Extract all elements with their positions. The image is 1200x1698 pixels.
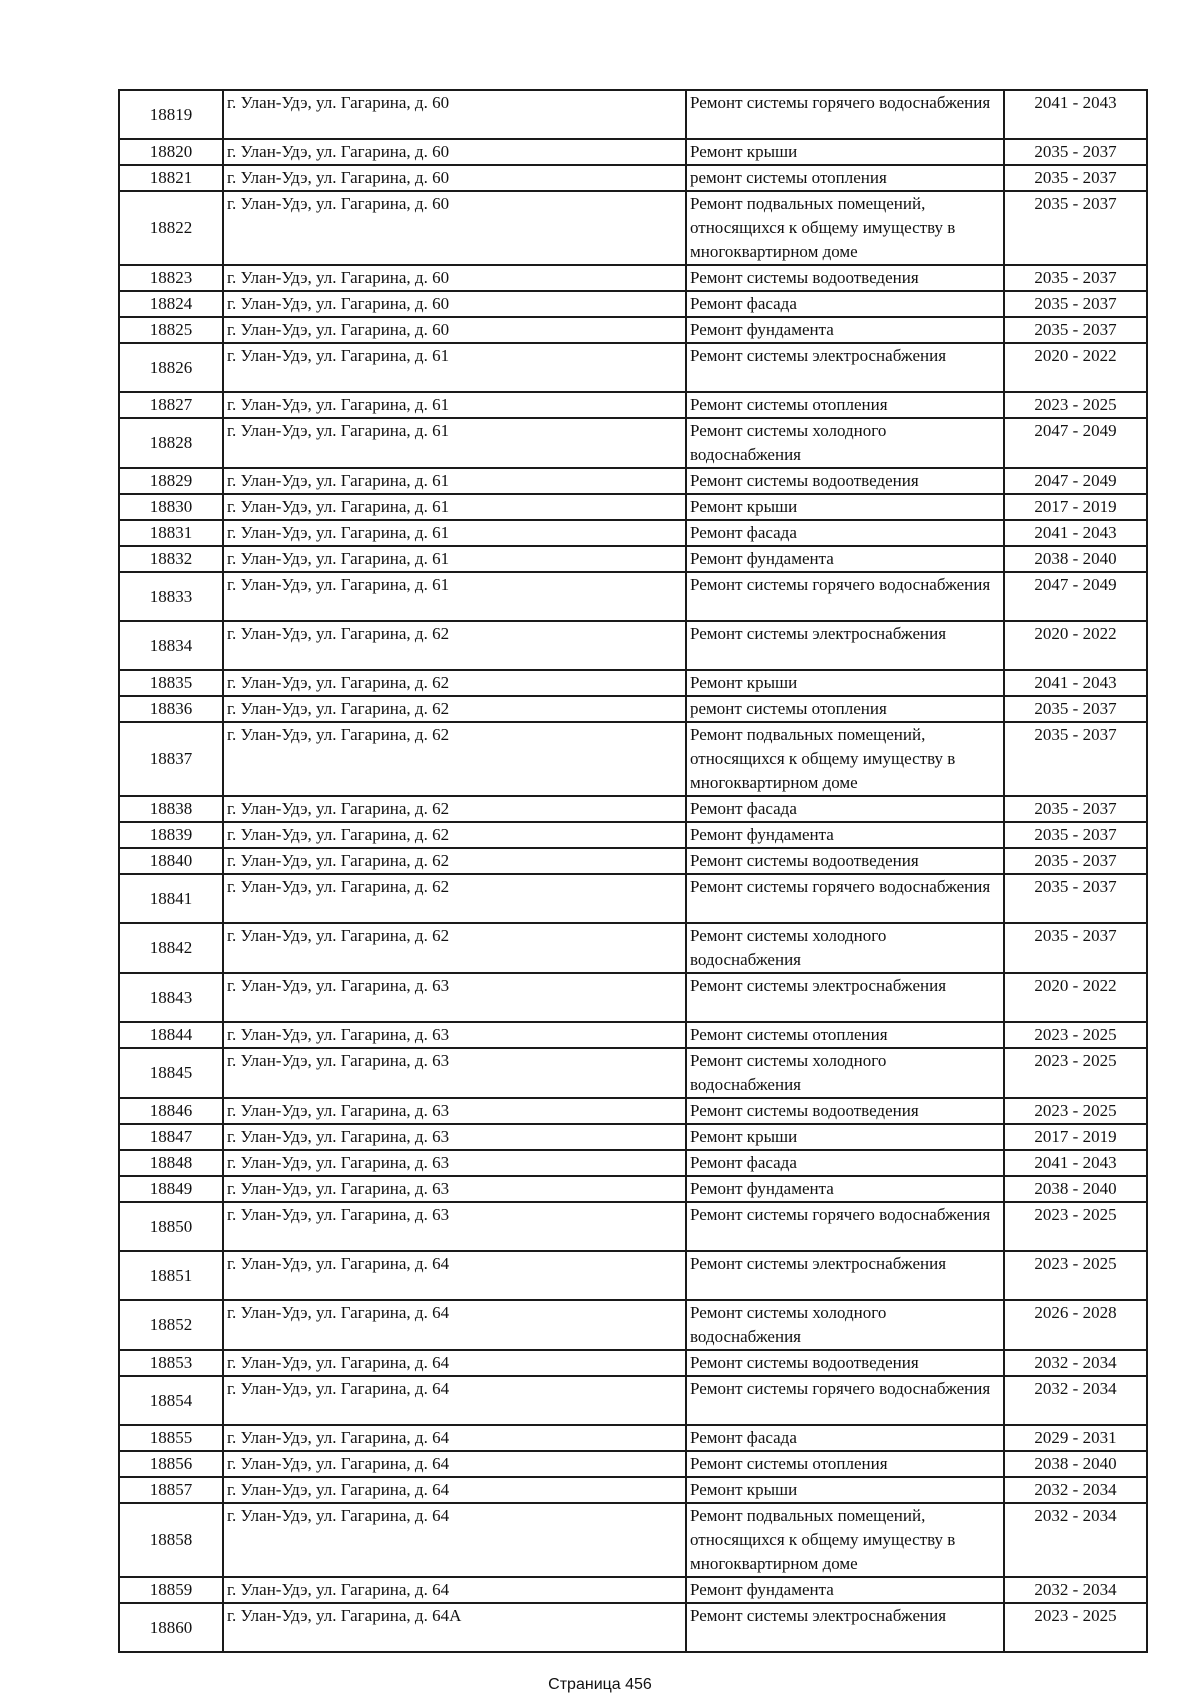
row-work-type: Ремонт системы электроснабжения	[686, 973, 1004, 1022]
row-address: г. Улан-Удэ, ул. Гагарина, д. 64	[223, 1300, 686, 1350]
row-work-type: Ремонт системы электроснабжения	[686, 1603, 1004, 1652]
row-period: 2035 - 2037	[1004, 696, 1147, 722]
row-period: 2032 - 2034	[1004, 1577, 1147, 1603]
row-period: 2038 - 2040	[1004, 1176, 1147, 1202]
table-row	[119, 1300, 1147, 1350]
row-number: 18850	[119, 1202, 223, 1251]
row-address: г. Улан-Удэ, ул. Гагарина, д. 60	[223, 191, 686, 265]
row-number: 18836	[119, 696, 223, 722]
row-address: г. Улан-Удэ, ул. Гагарина, д. 64	[223, 1451, 686, 1477]
row-work-type: Ремонт фасада	[686, 1425, 1004, 1451]
row-number: 18853	[119, 1350, 223, 1376]
table-row	[119, 796, 1147, 822]
row-number: 18833	[119, 572, 223, 621]
row-number: 18820	[119, 139, 223, 165]
table-row	[119, 418, 1147, 468]
row-work-type: Ремонт крыши	[686, 139, 1004, 165]
row-number: 18824	[119, 291, 223, 317]
row-work-type: Ремонт подвальных помещений, относящихся к общему имуществу в многоквартирном доме	[686, 1503, 1004, 1577]
table-row	[119, 1251, 1147, 1300]
row-work-type: Ремонт системы отопления	[686, 1022, 1004, 1048]
row-period: 2023 - 2025	[1004, 1202, 1147, 1251]
table-row	[119, 621, 1147, 670]
row-address: г. Улан-Удэ, ул. Гагарина, д. 60	[223, 317, 686, 343]
table-row	[119, 1150, 1147, 1176]
row-number: 18845	[119, 1048, 223, 1098]
row-number: 18837	[119, 722, 223, 796]
row-number: 18851	[119, 1251, 223, 1300]
row-work-type: Ремонт фасада	[686, 1150, 1004, 1176]
row-work-type: Ремонт системы водоотведения	[686, 468, 1004, 494]
table-row	[119, 191, 1147, 265]
row-period: 2038 - 2040	[1004, 1451, 1147, 1477]
table-row	[119, 670, 1147, 696]
table-row	[119, 468, 1147, 494]
row-period: 2041 - 2043	[1004, 90, 1147, 139]
row-work-type: Ремонт крыши	[686, 1477, 1004, 1503]
row-period: 2041 - 2043	[1004, 520, 1147, 546]
row-address: г. Улан-Удэ, ул. Гагарина, д. 60	[223, 291, 686, 317]
row-address: г. Улан-Удэ, ул. Гагарина, д. 61	[223, 343, 686, 392]
row-work-type: Ремонт системы электроснабжения	[686, 621, 1004, 670]
row-number: 18847	[119, 1124, 223, 1150]
repair-schedule-table	[118, 89, 1148, 1653]
row-number: 18856	[119, 1451, 223, 1477]
row-work-type: Ремонт системы горячего водоснабжения	[686, 1202, 1004, 1251]
row-period: 2035 - 2037	[1004, 265, 1147, 291]
row-period: 2023 - 2025	[1004, 1251, 1147, 1300]
row-period: 2035 - 2037	[1004, 874, 1147, 923]
row-address: г. Улан-Удэ, ул. Гагарина, д. 64	[223, 1350, 686, 1376]
row-work-type: Ремонт системы горячего водоснабжения	[686, 572, 1004, 621]
row-period: 2032 - 2034	[1004, 1477, 1147, 1503]
row-number: 18829	[119, 468, 223, 494]
row-number: 18840	[119, 848, 223, 874]
row-work-type: Ремонт системы горячего водоснабжения	[686, 90, 1004, 139]
row-number: 18825	[119, 317, 223, 343]
row-address: г. Улан-Удэ, ул. Гагарина, д. 63	[223, 1124, 686, 1150]
row-address: г. Улан-Удэ, ул. Гагарина, д. 62	[223, 696, 686, 722]
row-address: г. Улан-Удэ, ул. Гагарина, д. 63	[223, 973, 686, 1022]
row-address: г. Улан-Удэ, ул. Гагарина, д. 61	[223, 520, 686, 546]
row-number: 18839	[119, 822, 223, 848]
row-number: 18844	[119, 1022, 223, 1048]
row-address: г. Улан-Удэ, ул. Гагарина, д. 64	[223, 1477, 686, 1503]
row-work-type: Ремонт системы электроснабжения	[686, 343, 1004, 392]
row-address: г. Улан-Удэ, ул. Гагарина, д. 62	[223, 670, 686, 696]
row-period: 2035 - 2037	[1004, 139, 1147, 165]
row-number: 18823	[119, 265, 223, 291]
row-period: 2023 - 2025	[1004, 1098, 1147, 1124]
table-row	[119, 520, 1147, 546]
row-address: г. Улан-Удэ, ул. Гагарина, д. 62	[223, 874, 686, 923]
row-work-type: Ремонт фасада	[686, 291, 1004, 317]
row-period: 2029 - 2031	[1004, 1425, 1147, 1451]
row-address: г. Улан-Удэ, ул. Гагарина, д. 64А	[223, 1603, 686, 1652]
row-work-type: ремонт системы отопления	[686, 165, 1004, 191]
table-row	[119, 265, 1147, 291]
row-work-type: Ремонт крыши	[686, 494, 1004, 520]
table-body	[119, 90, 1147, 1652]
table-row	[119, 848, 1147, 874]
row-period: 2026 - 2028	[1004, 1300, 1147, 1350]
row-work-type: ремонт системы отопления	[686, 696, 1004, 722]
table-row	[119, 874, 1147, 923]
row-number: 18852	[119, 1300, 223, 1350]
row-period: 2035 - 2037	[1004, 848, 1147, 874]
row-work-type: Ремонт системы горячего водоснабжения	[686, 874, 1004, 923]
row-work-type: Ремонт системы водоотведения	[686, 848, 1004, 874]
table-row	[119, 392, 1147, 418]
row-work-type: Ремонт подвальных помещений, относящихся к общему имуществу в многоквартирном доме	[686, 722, 1004, 796]
table-row	[119, 696, 1147, 722]
row-period: 2020 - 2022	[1004, 973, 1147, 1022]
row-address: г. Улан-Удэ, ул. Гагарина, д. 64	[223, 1577, 686, 1603]
table-row	[119, 1577, 1147, 1603]
table-row	[119, 1202, 1147, 1251]
row-period: 2041 - 2043	[1004, 670, 1147, 696]
row-number: 18848	[119, 1150, 223, 1176]
row-work-type: Ремонт фасада	[686, 520, 1004, 546]
row-address: г. Улан-Удэ, ул. Гагарина, д. 61	[223, 392, 686, 418]
row-work-type: Ремонт крыши	[686, 1124, 1004, 1150]
row-address: г. Улан-Удэ, ул. Гагарина, д. 63	[223, 1176, 686, 1202]
row-work-type: Ремонт фундамента	[686, 1176, 1004, 1202]
row-period: 2047 - 2049	[1004, 468, 1147, 494]
row-period: 2047 - 2049	[1004, 572, 1147, 621]
row-number: 18859	[119, 1577, 223, 1603]
table-row	[119, 1098, 1147, 1124]
row-period: 2035 - 2037	[1004, 165, 1147, 191]
row-address: г. Улан-Удэ, ул. Гагарина, д. 63	[223, 1150, 686, 1176]
row-period: 2038 - 2040	[1004, 546, 1147, 572]
row-period: 2023 - 2025	[1004, 1048, 1147, 1098]
row-period: 2020 - 2022	[1004, 621, 1147, 670]
row-address: г. Улан-Удэ, ул. Гагарина, д. 60	[223, 90, 686, 139]
row-address: г. Улан-Удэ, ул. Гагарина, д. 61	[223, 572, 686, 621]
row-period: 2023 - 2025	[1004, 1603, 1147, 1652]
row-number: 18841	[119, 874, 223, 923]
table-row	[119, 1425, 1147, 1451]
row-number: 18843	[119, 973, 223, 1022]
row-period: 2035 - 2037	[1004, 191, 1147, 265]
row-address: г. Улан-Удэ, ул. Гагарина, д. 63	[223, 1098, 686, 1124]
table-row	[119, 1048, 1147, 1098]
row-address: г. Улан-Удэ, ул. Гагарина, д. 64	[223, 1503, 686, 1577]
row-address: г. Улан-Удэ, ул. Гагарина, д. 64	[223, 1425, 686, 1451]
row-work-type: Ремонт системы холодного водоснабжения	[686, 418, 1004, 468]
row-address: г. Улан-Удэ, ул. Гагарина, д. 62	[223, 621, 686, 670]
row-work-type: Ремонт системы водоотведения	[686, 265, 1004, 291]
row-number: 18858	[119, 1503, 223, 1577]
row-address: г. Улан-Удэ, ул. Гагарина, д. 62	[223, 822, 686, 848]
row-period: 2047 - 2049	[1004, 418, 1147, 468]
table-row	[119, 1350, 1147, 1376]
table-row	[119, 1451, 1147, 1477]
table-row	[119, 1376, 1147, 1425]
row-period: 2035 - 2037	[1004, 317, 1147, 343]
row-address: г. Улан-Удэ, ул. Гагарина, д. 61	[223, 494, 686, 520]
table-row	[119, 139, 1147, 165]
row-period: 2035 - 2037	[1004, 822, 1147, 848]
row-address: г. Улан-Удэ, ул. Гагарина, д. 61	[223, 418, 686, 468]
table-row	[119, 1603, 1147, 1652]
row-work-type: Ремонт системы электроснабжения	[686, 1251, 1004, 1300]
row-number: 18835	[119, 670, 223, 696]
row-address: г. Улан-Удэ, ул. Гагарина, д. 60	[223, 265, 686, 291]
row-number: 18834	[119, 621, 223, 670]
row-work-type: Ремонт системы отопления	[686, 1451, 1004, 1477]
row-number: 18831	[119, 520, 223, 546]
row-period: 2035 - 2037	[1004, 923, 1147, 973]
row-period: 2017 - 2019	[1004, 1124, 1147, 1150]
row-address: г. Улан-Удэ, ул. Гагарина, д. 61	[223, 468, 686, 494]
table-row	[119, 291, 1147, 317]
table-row	[119, 165, 1147, 191]
table-row	[119, 923, 1147, 973]
row-number: 18822	[119, 191, 223, 265]
table-row	[119, 90, 1147, 139]
row-number: 18855	[119, 1425, 223, 1451]
row-address: г. Улан-Удэ, ул. Гагарина, д. 64	[223, 1376, 686, 1425]
row-address: г. Улан-Удэ, ул. Гагарина, д. 60	[223, 165, 686, 191]
row-number: 18849	[119, 1176, 223, 1202]
row-period: 2023 - 2025	[1004, 1022, 1147, 1048]
row-number: 18830	[119, 494, 223, 520]
table-row	[119, 973, 1147, 1022]
row-number: 18857	[119, 1477, 223, 1503]
table-row	[119, 494, 1147, 520]
table-row	[119, 572, 1147, 621]
row-work-type: Ремонт крыши	[686, 670, 1004, 696]
row-period: 2032 - 2034	[1004, 1503, 1147, 1577]
row-period: 2017 - 2019	[1004, 494, 1147, 520]
row-address: г. Улан-Удэ, ул. Гагарина, д. 62	[223, 923, 686, 973]
row-address: г. Улан-Удэ, ул. Гагарина, д. 62	[223, 722, 686, 796]
table-row	[119, 1022, 1147, 1048]
row-number: 18821	[119, 165, 223, 191]
row-work-type: Ремонт системы холодного водоснабжения	[686, 1300, 1004, 1350]
row-address: г. Улан-Удэ, ул. Гагарина, д. 62	[223, 848, 686, 874]
row-address: г. Улан-Удэ, ул. Гагарина, д. 61	[223, 546, 686, 572]
row-work-type: Ремонт фундамента	[686, 317, 1004, 343]
row-address: г. Улан-Удэ, ул. Гагарина, д. 63	[223, 1022, 686, 1048]
row-work-type: Ремонт системы отопления	[686, 392, 1004, 418]
row-number: 18846	[119, 1098, 223, 1124]
row-number: 18860	[119, 1603, 223, 1652]
table-row	[119, 1176, 1147, 1202]
row-number: 18832	[119, 546, 223, 572]
row-address: г. Улан-Удэ, ул. Гагарина, д. 64	[223, 1251, 686, 1300]
row-period: 2020 - 2022	[1004, 343, 1147, 392]
row-number: 18826	[119, 343, 223, 392]
table-row	[119, 546, 1147, 572]
row-address: г. Улан-Удэ, ул. Гагарина, д. 60	[223, 139, 686, 165]
row-period: 2041 - 2043	[1004, 1150, 1147, 1176]
row-period: 2035 - 2037	[1004, 796, 1147, 822]
row-period: 2032 - 2034	[1004, 1376, 1147, 1425]
row-work-type: Ремонт системы холодного водоснабжения	[686, 1048, 1004, 1098]
row-period: 2035 - 2037	[1004, 291, 1147, 317]
row-number: 18828	[119, 418, 223, 468]
row-work-type: Ремонт фасада	[686, 796, 1004, 822]
row-work-type: Ремонт системы водоотведения	[686, 1098, 1004, 1124]
table-row	[119, 1503, 1147, 1577]
table-row	[119, 343, 1147, 392]
row-period: 2035 - 2037	[1004, 722, 1147, 796]
row-address: г. Улан-Удэ, ул. Гагарина, д. 62	[223, 796, 686, 822]
table-row	[119, 1477, 1147, 1503]
row-address: г. Улан-Удэ, ул. Гагарина, д. 63	[223, 1202, 686, 1251]
table-row	[119, 822, 1147, 848]
row-work-type: Ремонт системы холодного водоснабжения	[686, 923, 1004, 973]
table-row	[119, 1124, 1147, 1150]
row-work-type: Ремонт фундамента	[686, 1577, 1004, 1603]
row-number: 18842	[119, 923, 223, 973]
row-number: 18838	[119, 796, 223, 822]
row-number: 18819	[119, 90, 223, 139]
row-period: 2032 - 2034	[1004, 1350, 1147, 1376]
row-work-type: Ремонт фундамента	[686, 546, 1004, 572]
row-number: 18827	[119, 392, 223, 418]
row-number: 18854	[119, 1376, 223, 1425]
page-number: Страница 456	[548, 1676, 652, 1693]
row-period: 2023 - 2025	[1004, 392, 1147, 418]
row-address: г. Улан-Удэ, ул. Гагарина, д. 63	[223, 1048, 686, 1098]
row-work-type: Ремонт системы горячего водоснабжения	[686, 1376, 1004, 1425]
row-work-type: Ремонт подвальных помещений, относящихся к общему имуществу в многоквартирном доме	[686, 191, 1004, 265]
row-work-type: Ремонт системы водоотведения	[686, 1350, 1004, 1376]
row-work-type: Ремонт фундамента	[686, 822, 1004, 848]
table-row	[119, 317, 1147, 343]
table-row	[119, 722, 1147, 796]
